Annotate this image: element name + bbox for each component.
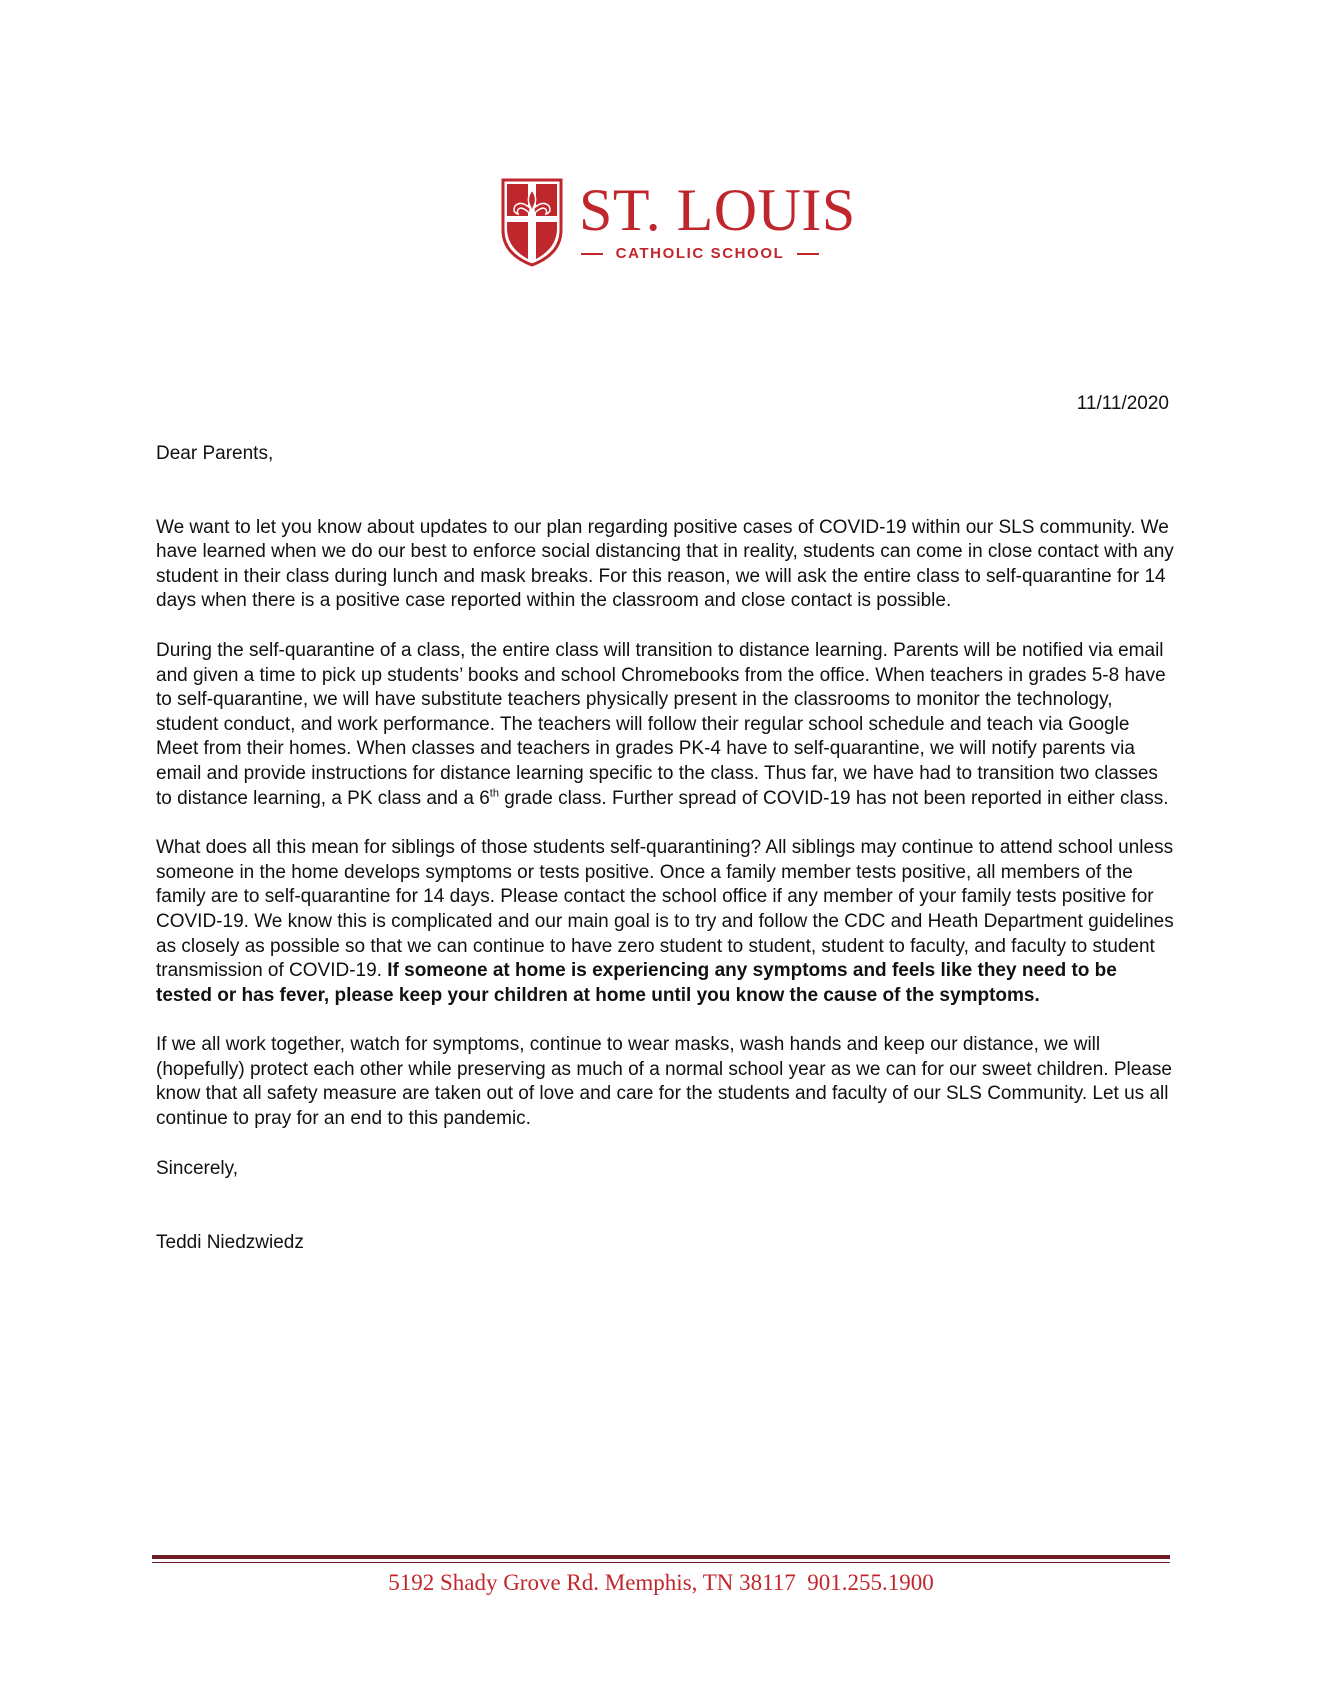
paragraph-3-text: What does all this mean for siblings of those students self-quarantining? All siblings may continue to attend school unless someone in the home develops symptoms or tests positive. Once a family member tests positive, all members of the family are to self-quarantine for 14 days. Please contact the school office if any member of your family tests positive for COVID-19. We know this is complicated and our main goal is to try and follow the CDC and Heath Department guidelines as closely as possible so that we can continue to have zero student to student, student to faculty, and faculty to student transmission of COVID-19. [156,837,1174,982]
letter-date: 11/11/2020 [1076,393,1169,414]
signature: Teddi Niedzwiedz [156,1232,304,1254]
school-name: ST. LOUIS [579,177,856,243]
paragraph-3 [156,836,1176,1008]
salutation: Dear Parents, [156,443,274,464]
subtitle-left-rule [581,253,603,255]
school-logo [499,174,856,270]
paragraph-3-bold-warning: If someone at home is experiencing any symptoms and feels like they need to be tested or has fever, please keep your children at home until you know the cause of the symptoms. [156,960,1117,1006]
ordinal-suffix: th [489,787,499,800]
school-subtitle-block [581,244,819,264]
footer-rule-thick [152,1555,1170,1559]
closing: Sincerely, [156,1157,239,1179]
paragraph-1: We want to let you know about updates to our plan regarding positive cases of COVID-19 within our SLS community. We have learned when we do our best to enforce social distancing that in reality, students can come in close contact with any student in their class during lunch and mask breaks. For this reason, we will ask the entire class to self-quarantine for 14 days when there is a positive case reported within the classroom and close contact is possible. [156,516,1174,612]
school-subtitle: CATHOLIC SCHOOL [615,245,785,262]
footer-rule-thin [152,1562,1170,1563]
paragraph-2-text-end: grade class. Further spread of COVID-19 has not been reported in either class. [498,787,1169,809]
fleur-de-lis-shield-icon [499,174,565,268]
footer-address: 5192 Shady Grove Rd. Memphis, TN 38117 901.255.1900 [388,1570,934,1595]
paragraph-4: If we all work together, watch for symptoms, continue to wear masks, wash hands and keep our distance, we will (hopefully) protect each other while preserving as much of a normal school year as we can for our sweet children. Please know that all safety measure are taken out of love and care for the students and faculty of our SLS Community. Let us all continue to pray for an end to this pandemic. [156,1034,1172,1130]
paragraph-2-text: During the self-quarantine of a class, the entire class will transition to distance learning. Parents will be notified via email and given a time to pick up students’ books and school Chromebooks from the office. When teachers in grades 5-8 have to self-quarantine, we will have substitute teachers physically present in the classrooms to monitor the technology, student conduct, and work performance. The teachers will follow their regular school schedule and teach via Google Meet from their homes. When classes and teachers in grades PK-4 have to self-quarantine, we will notify parents via email and provide instructions for distance learning specific to the class. Thus far, we have had to transition two classes to distance learning, a PK class and a 6 [156,639,1166,809]
paragraph-2 [156,639,1176,811]
letter-body [156,442,1176,1256]
subtitle-right-rule [797,253,819,255]
